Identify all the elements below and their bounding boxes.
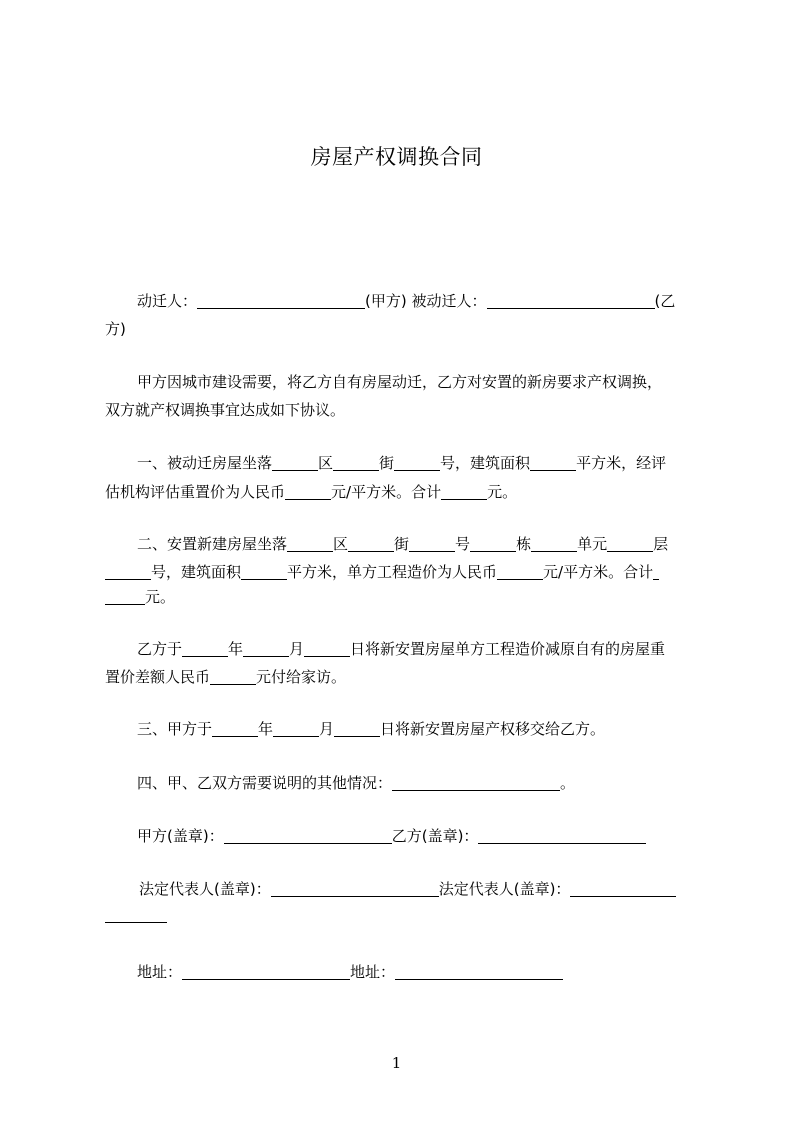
payment-text: 年 xyxy=(228,640,244,658)
party-b-rep-label: 法定代表人(盖章)： xyxy=(438,880,571,898)
blank xyxy=(394,452,440,471)
blank xyxy=(273,718,319,737)
blank xyxy=(243,638,289,657)
blank xyxy=(470,533,516,552)
clause-1-text: 一、被动迁房屋坐落 xyxy=(137,454,273,472)
clause-3-text: 三、甲方于 xyxy=(137,720,213,738)
moved-party-blank xyxy=(487,290,655,309)
clause-1-text: 元/平方米。合计 xyxy=(331,483,442,501)
clause-1-text: 估机构评估重置价为人民币 xyxy=(105,483,286,501)
party-b-seal-label: 乙方(盖章)： xyxy=(391,827,479,845)
address-line xyxy=(137,956,737,988)
blank xyxy=(409,533,455,552)
representative-line-2 xyxy=(105,899,705,931)
clause-3-text: 日将新安置房屋产权移交给乙方。 xyxy=(380,720,606,738)
clause-4-line xyxy=(137,767,737,799)
clause-4-text: 四、甲、乙双方需要说明的其他情况： xyxy=(137,774,393,792)
blank xyxy=(653,561,659,580)
clause-2-text: 单元 xyxy=(577,535,608,553)
party-a-address-label: 地址： xyxy=(137,963,183,981)
clause-1-text: 元。 xyxy=(487,483,518,501)
blank xyxy=(530,452,576,471)
party-a-rep-label: 法定代表人(盖章)： xyxy=(139,880,271,898)
mover-blank xyxy=(197,290,365,309)
clause-3-text: 年 xyxy=(258,720,274,738)
blank xyxy=(241,561,287,580)
clause-2-text: 号，建筑面积 xyxy=(151,563,242,581)
clause-4-text: 。 xyxy=(560,774,576,792)
party-b-seal-blank xyxy=(478,825,646,844)
blank xyxy=(285,481,331,500)
mover-label: 动迁人： xyxy=(137,292,198,310)
blank xyxy=(287,533,333,552)
parties-line-2: 方) xyxy=(105,320,126,338)
blank xyxy=(607,533,653,552)
blank xyxy=(304,638,350,657)
payment-text: 元付给家访。 xyxy=(256,668,347,686)
clause-3-line xyxy=(137,713,737,745)
payment-text: 置价差额人民币 xyxy=(105,668,211,686)
party-b-rep-blank xyxy=(570,878,676,897)
clause-1-text: 平方米，经评 xyxy=(576,454,667,472)
party-a-seal-label: 甲方(盖章)： xyxy=(137,827,224,845)
party-b-address-label: 地址： xyxy=(350,963,396,981)
party-a-rep-blank xyxy=(271,878,439,897)
clause-2-text: 号 xyxy=(455,535,471,553)
blank xyxy=(105,586,145,605)
clause-1-text: 街 xyxy=(379,454,395,472)
payment-line-2 xyxy=(105,661,705,693)
clause-1-text: 号，建筑面积 xyxy=(440,454,531,472)
payment-text: 日将新安置房屋单方工程造价减原自有的房屋重 xyxy=(350,640,666,658)
party-b-open: (乙 xyxy=(654,292,676,310)
party-b-rep-blank-cont xyxy=(105,904,167,923)
clause-2-text: 二、安置新建房屋坐落 xyxy=(137,535,288,553)
clause-2-text: 平方米，单方工程造价为人民币 xyxy=(287,563,498,581)
blank xyxy=(212,718,258,737)
party-a-seal-blank xyxy=(224,825,392,844)
payment-text: 乙方于 xyxy=(137,640,183,658)
blank xyxy=(272,452,318,471)
clause-1-line-1 xyxy=(137,447,737,479)
payment-text: 月 xyxy=(289,640,305,658)
blank xyxy=(497,561,543,580)
blank xyxy=(182,638,228,657)
clause-2-text: 栋 xyxy=(516,535,532,553)
intro-line-2: 双方就产权调换事宜达成如下协议。 xyxy=(105,401,346,419)
clause-3-text: 月 xyxy=(319,720,335,738)
blank xyxy=(210,666,256,685)
blank xyxy=(348,533,394,552)
clause-1-text: 区 xyxy=(318,454,334,472)
clause-2-text: 层 xyxy=(653,535,669,553)
clause-1-line-2 xyxy=(105,476,705,508)
party-a-moved-label: (甲方) 被动迁人： xyxy=(365,292,487,310)
clause-2-text: 元/平方米。合计 xyxy=(543,563,654,581)
intro-line-1: 甲方因城市建设需要，将乙方自有房屋动迁，乙方对安置的新房要求产权调换， xyxy=(137,373,663,391)
contract-title: 房屋产权调换合同 xyxy=(310,145,483,169)
clause-2-text: 元。 xyxy=(145,588,176,606)
page-number: 1 xyxy=(391,1054,402,1072)
clause-2-text: 区 xyxy=(333,535,349,553)
other-details-blank xyxy=(392,772,560,791)
clause-2-line-3 xyxy=(105,581,705,613)
blank xyxy=(105,561,151,580)
clause-2-text: 街 xyxy=(394,535,410,553)
blank xyxy=(334,718,380,737)
blank xyxy=(441,481,487,500)
party-b-address-blank xyxy=(395,961,563,980)
party-a-address-blank xyxy=(182,961,350,980)
blank xyxy=(531,533,577,552)
seal-line xyxy=(137,820,737,852)
blank xyxy=(333,452,379,471)
